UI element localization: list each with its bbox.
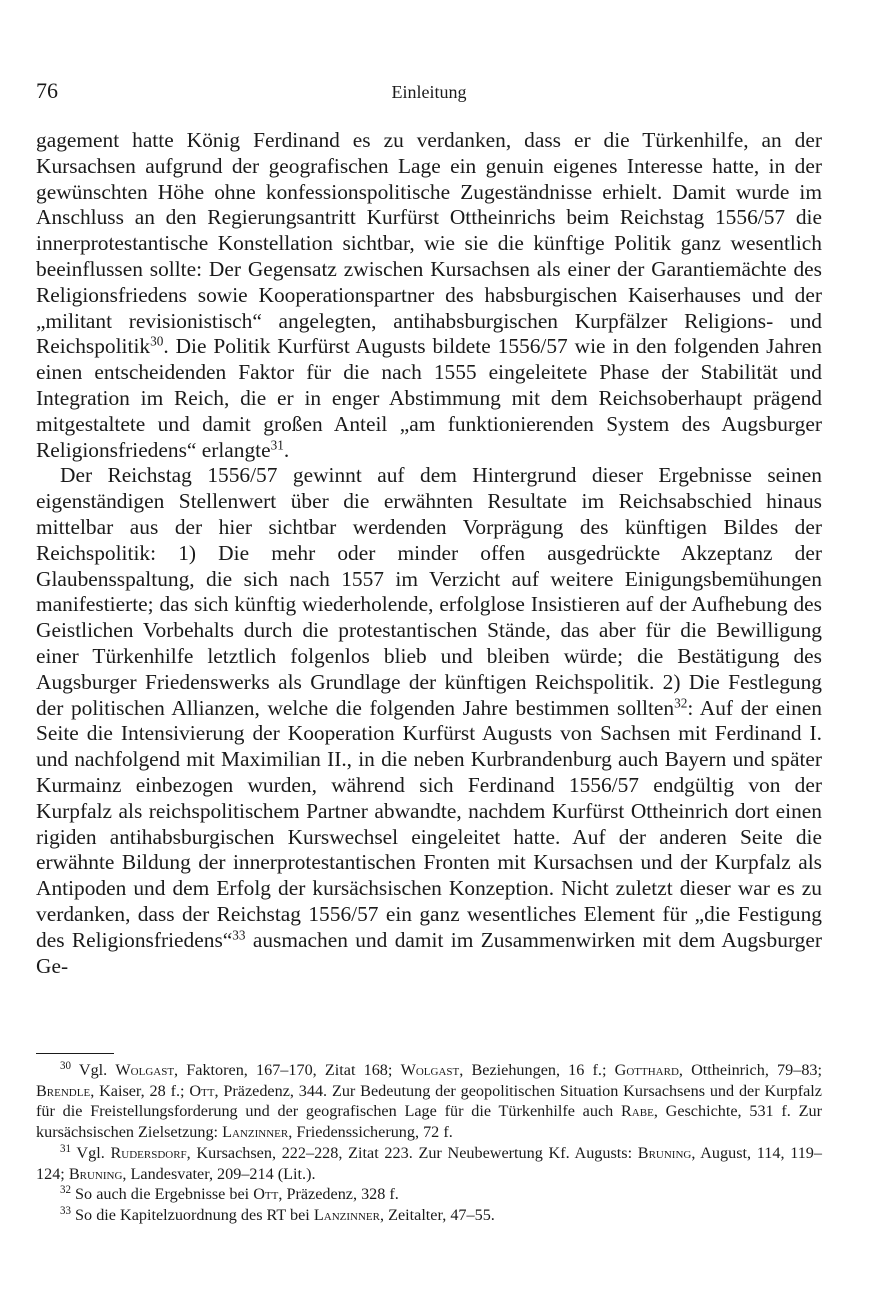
author-name: Lanzinner xyxy=(222,1123,289,1142)
footnote-number-32: 32 xyxy=(60,1184,71,1197)
footnote-33-text: So die Kapitelzuordnung des RT bei xyxy=(71,1205,314,1224)
footnote-30-text: , Beziehungen, 16 f.; xyxy=(459,1061,615,1079)
footnote-ref-30[interactable]: 30 xyxy=(150,334,164,350)
footnote-ref-32[interactable]: 32 xyxy=(674,695,688,711)
page-number: 76 xyxy=(36,78,58,103)
body-text xyxy=(36,128,822,979)
author-name: Rabe xyxy=(621,1102,654,1121)
footnote-30-text: , Kaiser, 28 f.; xyxy=(90,1081,190,1100)
footnote-number-33: 33 xyxy=(60,1204,71,1217)
author-name: Lanzinner xyxy=(313,1205,380,1224)
paragraph-1-text-b: . Die Politik Kurfürst Augusts bildete 1556/57 wie in den folgenden Jahren einen entscheidenden Faktor für die nach 1555 eingeleitete Phase der Stabilität und Integration im Reich, die er in enger Abstimmung mit dem Reichsoberhaupt prägend mitgestaltete und damit großen Anteil „am funktionierenden System des Augsburger Religionsfriedens“ erlangte xyxy=(36,334,822,462)
footnote-31-text: Vgl. xyxy=(71,1143,111,1162)
footnote-32-text: , Präzedenz, 328 f. xyxy=(278,1185,399,1204)
footnote-number-31: 31 xyxy=(60,1142,71,1155)
author-name: Gotthard xyxy=(614,1061,679,1079)
paragraph-1-text-c: . xyxy=(283,437,290,462)
author-name: Wolgast xyxy=(115,1061,175,1079)
paragraph-2-text-b: : Auf der einen Seite die Intensivierung der Kooperation Kurfürst Augusts von Sachsen mit Ferdinand I. und nachfolgend mit Maximilian II., in die neben Kurbrandenburg auch Bayern und später Kurmainz einbezogen wurden, während sich Ferdinand 1556/57 endgültig von der Kurpfalz als reichspolitischem Partner abwandte, nachdem Kurfürst Ottheinrich dort einen rigiden antihabsburgischen Kurswechsel eingeleitet hatte. Auf der anderen Seite die erwähnte Bildung der innerprotestantischen Fronten mit Kursachsen und der Kurpfalz als Antipoden und dem Erfolg der kursächsischen Konzeption. Nicht zuletzt dieser war es zu verdanken, dass der Reichstag 1556/57 ein ganz wesentliches Element für „die Festigung des Religionsfriedens“ xyxy=(36,695,823,952)
paragraph-1-text-a: gagement hatte König Ferdinand es zu verdanken, dass er die Türkenhilfe, an der Kursachsen aufgrund der geografischen Lage ein genuin eigenes Interesse hatte, in der gewünschten Höhe ohne konfessionspolitische Zugeständnisse erhielt. Damit wurde im Anschluss an den Regierungsantritt Kurfürst Ottheinrichs beim Reichstag 1556/57 die innerprotestantische Konstellation sichtbar, wie sie die künftige Politik ganz wesentlich beeinflussen sollte: Der Gegensatz zwischen Kursachsen als einer der Garantiemächte des Religionsfriedens sowie Kooperationspartner des habsburgischen Kaiserhauses und der „militant revisionistisch“ angelegten, antihabsburgischen Kurpfälzer Religions- und Reichspolitik xyxy=(36,128,822,359)
footnote-33-text: , Zeitalter, 47–55. xyxy=(379,1205,495,1224)
running-head: Einleitung xyxy=(391,82,467,102)
footnote-number-30: 30 xyxy=(60,1059,71,1072)
footnote-31 xyxy=(36,1143,822,1184)
footnotes xyxy=(36,1060,822,1226)
footnote-30 xyxy=(36,1060,822,1143)
footnote-31-text: , August, 114, 119–124; xyxy=(36,1143,822,1183)
author-name: Brendle xyxy=(36,1081,91,1100)
author-name: Rudersdorf xyxy=(110,1143,187,1162)
page-header xyxy=(36,78,822,108)
footnote-31-text: , Landesvater, 209–214 (Lit.). xyxy=(122,1164,316,1183)
paragraph-2-text-c: ausmachen und damit im Zusammenwirken mit dem Augsburger Ge- xyxy=(36,927,822,978)
author-name: Bruning xyxy=(68,1164,123,1183)
author-name: Ott xyxy=(189,1081,215,1100)
footnote-30-text: , Friedenssicherung, 72 f. xyxy=(288,1123,453,1142)
page xyxy=(36,0,822,1300)
footnote-rule xyxy=(36,1053,114,1054)
author-name: Ott xyxy=(253,1185,279,1204)
author-name: Bruning xyxy=(637,1143,692,1162)
author-name: Wolgast xyxy=(400,1061,460,1079)
footnote-30-text: Vgl. xyxy=(71,1061,116,1079)
footnote-32 xyxy=(36,1184,822,1205)
footnote-33 xyxy=(36,1205,822,1226)
paragraph-2 xyxy=(36,463,822,979)
footnote-30-text: , Präzedenz, 344. Zur Bedeutung der geopolitischen Situation Kursachsens und der Kurpfalz für die Freistellungsforderung und der geografischen Lage für die Türkenhilfe auch xyxy=(36,1081,822,1121)
footnote-31-text: , Kursachsen, 222–228, Zitat 223. Zur Neubewertung Kf. Augusts: xyxy=(186,1143,638,1162)
paragraph-1 xyxy=(36,128,822,463)
footnote-30-text: , Ottheinrich, 79–83; xyxy=(678,1061,823,1079)
footnote-30-text: , Geschichte, 531 f. Zur kursächsischen Zielsetzung: xyxy=(36,1102,822,1142)
footnote-ref-31[interactable]: 31 xyxy=(270,437,284,453)
footnote-ref-33[interactable]: 33 xyxy=(232,927,246,943)
footnote-30-text: , Faktoren, 167–170, Zitat 168; xyxy=(174,1061,401,1079)
paragraph-2-text-a: Der Reichstag 1556/57 gewinnt auf dem Hintergrund dieser Ergebnisse seinen eigenständigen Stellenwert über die erwähnten Resultate im Reichsabschied hinaus mittelbar aus der hier sichtbar werdenden Vorprägung des künftigen Bildes der Reichspolitik: 1) Die mehr oder minder offen ausgedrückte Akzeptanz der Glaubensspaltung, die sich nach 1557 im Verzicht auf weitere Einigungsbemühungen manifestierte; das sich künftig wiederholende, erfolglose Insistieren auf der Aufhebung des Geistlichen Vorbehalts durch die protestantischen Stände, das aber für die Bewilligung einer Türkenhilfe letztlich folgenlos blieb und bleiben würde; die Bestätigung des Augsburger Friedenswerks als Grundlage der künftigen Reichspolitik. 2) Die Festlegung der politischen Allianzen, welche die folgenden Jahre bestimmen sollten xyxy=(36,463,822,720)
footnote-32-text: So auch die Ergebnisse bei xyxy=(71,1185,254,1204)
